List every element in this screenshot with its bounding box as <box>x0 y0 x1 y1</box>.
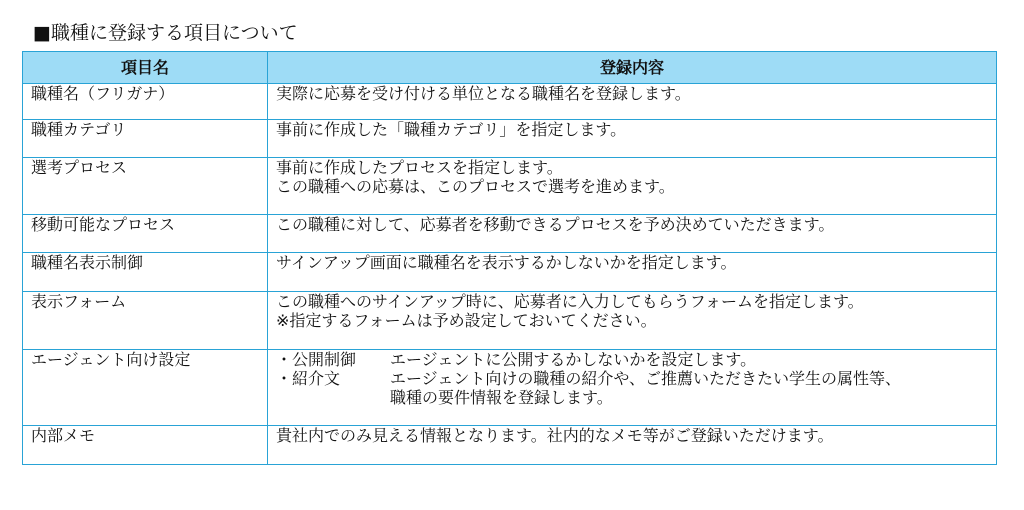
row-content <box>268 426 997 465</box>
content-line: ※指定するフォームは予め設定しておいてください。 <box>276 311 657 330</box>
definition-term: ・公開制御 <box>276 350 357 369</box>
definition-desc <box>390 369 988 407</box>
content-line: 事前に作成した「職種カテゴリ」を指定します。 <box>276 120 627 139</box>
table-row <box>23 350 997 426</box>
row-item-name: 移動可能なプロセス <box>23 215 268 253</box>
row-item-name: エージェント向け設定 <box>23 350 268 426</box>
content-line: 職種の要件情報を登録します。 <box>390 388 613 407</box>
content-line: この職種への応募は、このプロセスで選考を進めます。 <box>276 177 675 196</box>
table-row <box>23 215 997 253</box>
content-line: エージェントに公開するかしないかを設定します。 <box>390 350 757 369</box>
table-row <box>23 253 997 292</box>
definition-public-control <box>276 350 988 369</box>
content-line: サインアップ画面に職種名を表示するかしないかを指定します。 <box>276 253 737 272</box>
table-row <box>23 426 997 465</box>
table-row <box>23 158 997 215</box>
row-item-name: 職種名（フリガナ） <box>23 84 268 120</box>
content-line: 貴社内でのみ見える情報となります。社内的なメモ等がご登録いただけます。 <box>276 426 834 445</box>
table-row <box>23 292 997 350</box>
row-content <box>268 120 997 158</box>
header-item-name: 項目名 <box>23 52 268 84</box>
row-content <box>268 292 997 350</box>
content-line: 事前に作成したプロセスを指定します。 <box>276 158 563 177</box>
page-title: ■職種に登録する項目について <box>33 22 298 44</box>
row-item-name: 職種名表示制御 <box>23 253 268 292</box>
row-content <box>268 84 997 120</box>
definition-desc <box>390 350 988 369</box>
registration-items-table <box>22 51 997 465</box>
row-content <box>268 215 997 253</box>
table-header-row <box>23 52 997 84</box>
row-item-name: 職種カテゴリ <box>23 120 268 158</box>
table-row <box>23 120 997 158</box>
content-line: 実際に応募を受け付ける単位となる職種名を登録します。 <box>276 84 691 103</box>
row-content <box>268 350 997 426</box>
row-item-name: 表示フォーム <box>23 292 268 350</box>
header-registration-content: 登録内容 <box>268 52 997 84</box>
table-row <box>23 84 997 120</box>
row-content <box>268 158 997 215</box>
row-item-name: 選考プロセス <box>23 158 268 215</box>
row-item-name: 内部メモ <box>23 426 268 465</box>
content-line: この職種へのサインアップ時に、応募者に入力してもらうフォームを指定します。 <box>276 292 864 311</box>
definition-introduction <box>276 369 988 407</box>
row-content <box>268 253 997 292</box>
content-line: エージェント向けの職種の紹介や、ご推薦いただきたい学生の属性等、 <box>390 369 902 388</box>
content-line: この職種に対して、応募者を移動できるプロセスを予め決めていただきます。 <box>276 215 835 234</box>
definition-term: ・紹介文 <box>276 369 341 388</box>
